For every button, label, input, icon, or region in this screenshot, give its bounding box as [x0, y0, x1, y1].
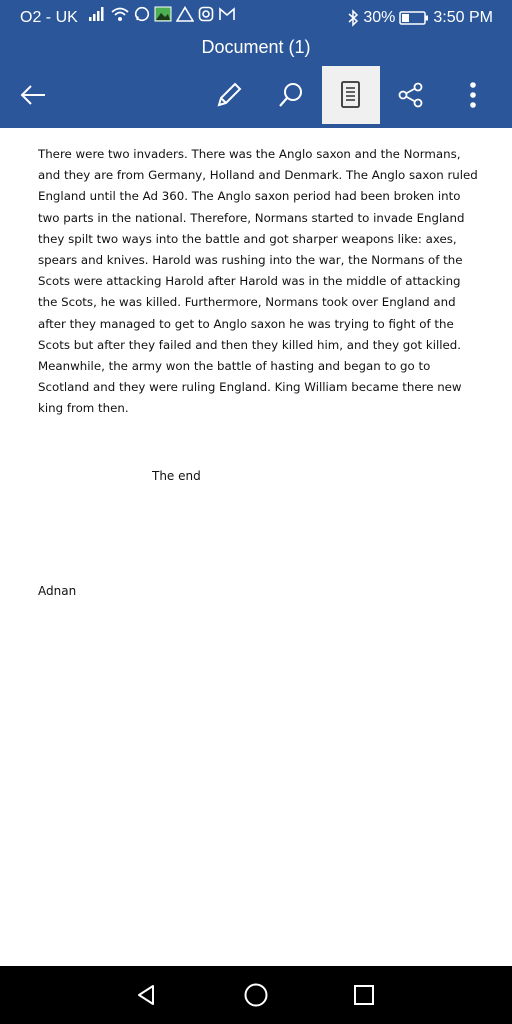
- search-icon: [276, 80, 306, 110]
- gallery-icon: [154, 6, 172, 22]
- nav-recents-icon: [352, 983, 376, 1007]
- nav-home-button[interactable]: [236, 978, 276, 1012]
- share-icon: [396, 80, 426, 110]
- nav-back-button[interactable]: [126, 978, 166, 1012]
- end-text: The end: [152, 469, 201, 483]
- clock: 3:50 PM: [433, 9, 493, 26]
- nav-recents-button[interactable]: [344, 978, 384, 1012]
- battery-icon: [399, 10, 429, 26]
- status-bar: [0, 0, 512, 34]
- search-button[interactable]: [262, 66, 320, 124]
- status-right: [347, 9, 493, 27]
- reading-view-button[interactable]: [322, 66, 380, 124]
- signal-icon: [88, 6, 106, 22]
- system-nav-bar: [0, 966, 512, 1024]
- app-bar: [0, 0, 512, 128]
- back-button[interactable]: [4, 66, 62, 124]
- more-icon: [468, 80, 478, 110]
- notification-icons: [88, 6, 236, 22]
- back-icon: [18, 83, 48, 107]
- wifi-icon: [110, 6, 130, 22]
- more-options-button[interactable]: [444, 66, 502, 124]
- share-button[interactable]: [382, 66, 440, 124]
- document-title: Document (1): [201, 37, 311, 57]
- nav-back-icon: [134, 983, 158, 1007]
- edit-button[interactable]: [200, 66, 258, 124]
- reading-view-icon: [338, 80, 364, 110]
- gmail-icon: [218, 6, 236, 22]
- document-body: There were two invaders. There was the Anglo saxon and the Normans, and they are from Germany, Holland and Denmark. The Anglo saxon ruled England until the Ad 360. The Anglo saxon period had been broken into two parts in the national. Therefore, Normans started to invade England they spilt two ways into the battle and got sharper weapons like: axes, spears and knives. Harold was rushing into the war, the Normans of the Scots were attacking Harold after Harold was in the middle of attacking the Scots, he was killed. Furthermore, Normans took over England and after they managed to get to Anglo saxon he was trying to fight of the Scots but after they failed and then they killed him, and they got killed. Meanwhile, the army won the battle of hasting and began to go to Scotland and they were ruling England. King William became there new king from then.: [38, 147, 478, 416]
- whatsapp-icon: [134, 6, 150, 22]
- bluetooth-icon: [347, 9, 359, 27]
- edit-icon: [214, 80, 244, 110]
- warning-icon: [176, 6, 194, 22]
- battery-percent: 30%: [363, 9, 396, 26]
- carrier-label: O2 - UK: [20, 9, 78, 26]
- nav-home-icon: [243, 982, 269, 1008]
- instagram-icon: [198, 6, 214, 22]
- author-name: Adnan: [38, 584, 77, 598]
